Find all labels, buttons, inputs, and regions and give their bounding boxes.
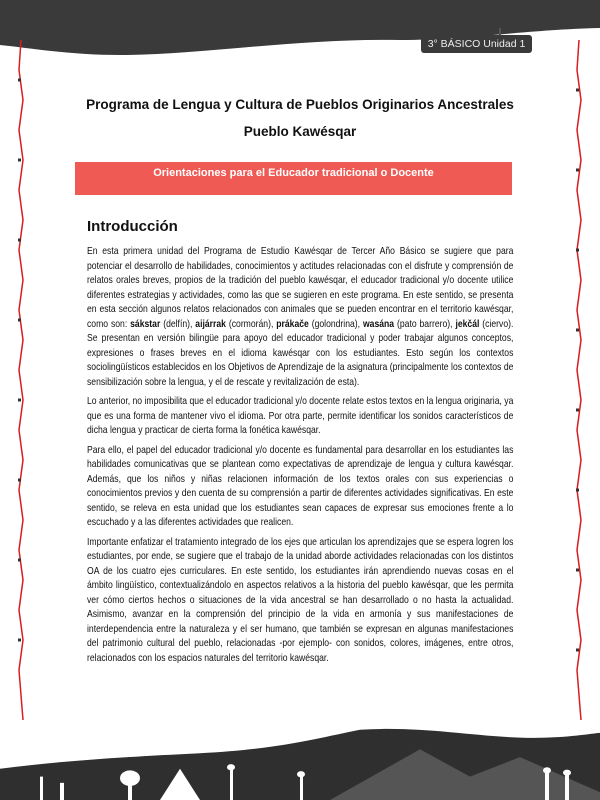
section-heading: Introducción xyxy=(87,218,178,235)
page-title: Programa de Lengua y Cultura de Pueblos Originarios Ancestrales xyxy=(86,97,514,112)
right-decorative-border xyxy=(572,40,586,720)
text: (delfín), xyxy=(160,317,196,330)
text: (pato barrero), xyxy=(394,317,456,330)
paragraph xyxy=(87,244,513,389)
left-decorative-border xyxy=(14,40,28,720)
paragraph: Importante enfatizar el tratamiento integrado de los ejes que articulan los aprendizajes que se espera logren los estudiantes, por ende, se sugiere que el trabajo de la unidad aborde actividades relacionadas con los distintos OA de los cuatro ejes curriculares. En este sentido, los estudiantes irán aprendiendo nuevas cosas en el ámbito lingüístico, contextualizándolo en aspectos relativos a la historia del pueblo kawésqar, que les permita ver cómo ciertos hechos o situaciones de la vida ancestral se han desarrollado o no hasta la actualidad. Asimismo, avanzar en la comprensión del principio de la vida en armonía y sus manifestaciones de interdependencia entre la naturaleza y el ser humano, que también se expresan en algunas manifestaciones del patrimonio cultural del pueblo, relacionadas -por ejemplo- con sonidos, colores, imágenes, entre otros, relacionados con los espacios naturales del territorio kawésqar. xyxy=(87,535,514,664)
text: (cormorán), xyxy=(225,317,277,330)
term: prákače xyxy=(276,317,309,330)
section-banner: Orientaciones para el Educador tradicional o Docente xyxy=(75,162,512,195)
unit-label: 3° BÁSICO Unidad 1 xyxy=(421,35,532,53)
text: En esta primera unidad del Programa de Estudio Kawésqar de Tercer Año Básico se sugiere que para potenciar el desarrollo de habilidades, conocimientos y actitudes relacionadas con el disfrute y comprensión de relatos orales breves, propios de la tradición del pueblo kawésqar, el educador tradicional y/o docente utilice diferentes estrategias y actividades, como las que se sugieren en este programa. En este sentido, se presenta en esta sección algunos relatos relacionados con animales que se pueden encontrar en el territorio kawésqar, como son: xyxy=(87,245,514,330)
term: sákstar xyxy=(130,317,161,330)
text: (golondrina), xyxy=(308,317,363,330)
body-text xyxy=(87,244,513,670)
term: aijárrak xyxy=(195,317,226,330)
term: wasána xyxy=(362,317,395,330)
page-subtitle: Pueblo Kawésqar xyxy=(243,124,357,139)
text: (ciervo). Se presentan en versión bilingüe para apoyo del educador tradicional y poder trabajar algunos conceptos, expresiones o frases breves en el idioma kawésqar con los estudiantes. Esto según los contextos sociolingüísticos establecidos en los Objetivos de Aprendizaje de la asignatura (principalmente los contextos de sensibilización sobre la lengua, y el de rescate y revitalización de esta). xyxy=(87,317,514,388)
footer-landscape-silhouette xyxy=(0,722,600,800)
paragraph: Lo anterior, no imposibilita que el educador tradicional y/o docente relate estos textos en la lengua originaria, ya que es una forma de mantener vivo el idioma. Por otra parte, permite identificar los sonidos característicos de dicha lengua y practicar de cierta forma la fonética kawésqar. xyxy=(87,395,514,436)
paragraph: Para ello, el papel del educador tradicional y/o docente es fundamental para desarrollar en los estudiantes las habilidades comunicativas que se plantean como expectativas de aprendizaje de lengua y cultura kawésqar. Además, que los niños y niñas relacionen información de los textos orales con sus experiencias o conocimientos previos y den cuenta de su comprensión a partir de diferentes actividades significativas. En este sentido, se releva en esta unidad que los estudiantes sean capaces de expresar sus emociones frente a lo escuchado y a las diferentes actividades que realicen. xyxy=(87,443,514,528)
term: jekčál xyxy=(455,317,480,330)
